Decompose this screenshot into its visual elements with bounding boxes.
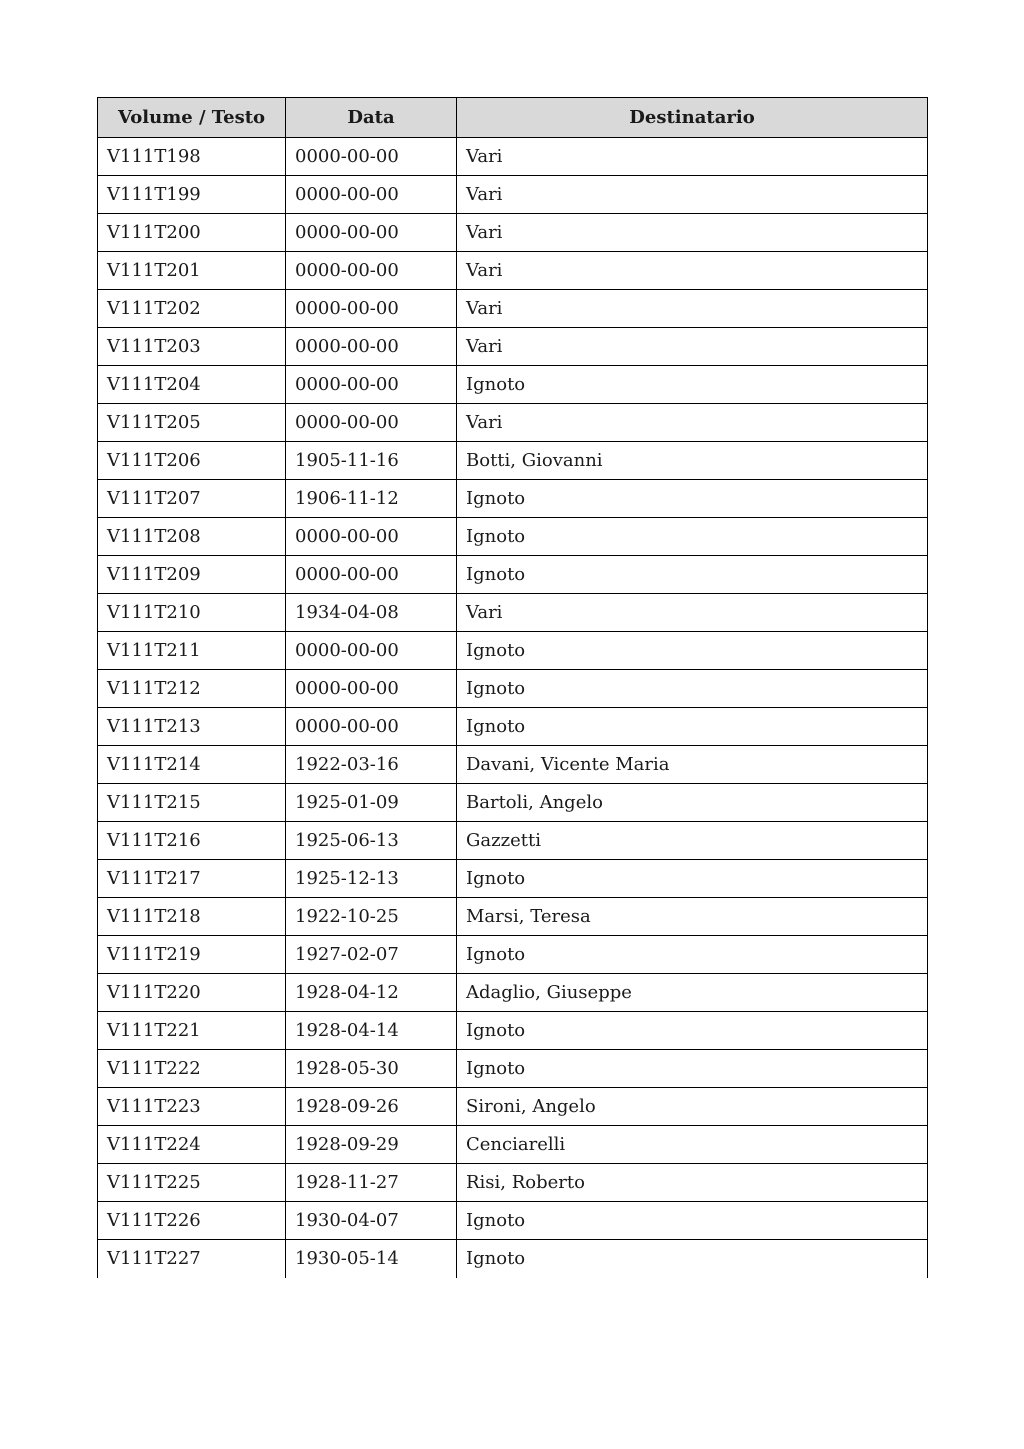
table-row	[98, 1088, 928, 1126]
table-row	[98, 480, 928, 518]
cell-destinatario: Botti, Giovanni	[457, 442, 928, 480]
table-row	[98, 822, 928, 860]
cell-data: 1928-11-27	[286, 1164, 457, 1202]
cell-volume-testo: V111T198	[98, 138, 286, 176]
cell-data: 0000-00-00	[286, 252, 457, 290]
cell-destinatario: Ignoto	[457, 556, 928, 594]
cell-volume-testo: V111T208	[98, 518, 286, 556]
table-row	[98, 1126, 928, 1164]
cell-data: 0000-00-00	[286, 556, 457, 594]
cell-volume-testo: V111T205	[98, 404, 286, 442]
cell-destinatario: Ignoto	[457, 632, 928, 670]
table-row	[98, 366, 928, 404]
cell-destinatario: Ignoto	[457, 1050, 928, 1088]
table-row	[98, 1240, 928, 1278]
cell-destinatario: Vari	[457, 176, 928, 214]
cell-data: 0000-00-00	[286, 328, 457, 366]
cell-data: 1928-09-29	[286, 1126, 457, 1164]
cell-volume-testo: V111T215	[98, 784, 286, 822]
cell-volume-testo: V111T220	[98, 974, 286, 1012]
cell-volume-testo: V111T218	[98, 898, 286, 936]
cell-data: 0000-00-00	[286, 670, 457, 708]
table-row	[98, 1164, 928, 1202]
cell-data: 1925-12-13	[286, 860, 457, 898]
cell-volume-testo: V111T212	[98, 670, 286, 708]
table-row	[98, 708, 928, 746]
header-data: Data	[286, 98, 457, 138]
letters-table	[97, 97, 928, 1278]
table-row	[98, 252, 928, 290]
cell-destinatario: Vari	[457, 404, 928, 442]
cell-destinatario: Ignoto	[457, 860, 928, 898]
table-row	[98, 860, 928, 898]
cell-destinatario: Adaglio, Giuseppe	[457, 974, 928, 1012]
cell-destinatario: Ignoto	[457, 480, 928, 518]
cell-destinatario: Ignoto	[457, 518, 928, 556]
header-destinatario: Destinatario	[457, 98, 928, 138]
cell-volume-testo: V111T224	[98, 1126, 286, 1164]
cell-data: 0000-00-00	[286, 290, 457, 328]
cell-data: 1905-11-16	[286, 442, 457, 480]
cell-destinatario: Vari	[457, 328, 928, 366]
table-row	[98, 214, 928, 252]
letters-table-container	[97, 97, 927, 1278]
cell-destinatario: Vari	[457, 214, 928, 252]
cell-volume-testo: V111T202	[98, 290, 286, 328]
cell-volume-testo: V111T210	[98, 594, 286, 632]
cell-data: 1928-04-14	[286, 1012, 457, 1050]
table-row	[98, 898, 928, 936]
table-body	[98, 138, 928, 1278]
cell-data: 1928-05-30	[286, 1050, 457, 1088]
cell-volume-testo: V111T222	[98, 1050, 286, 1088]
cell-destinatario: Marsi, Teresa	[457, 898, 928, 936]
table-row	[98, 176, 928, 214]
table-row	[98, 404, 928, 442]
header-row	[98, 98, 928, 138]
table-row	[98, 670, 928, 708]
cell-volume-testo: V111T227	[98, 1240, 286, 1278]
cell-volume-testo: V111T209	[98, 556, 286, 594]
header-volume-testo: Volume / Testo	[98, 98, 286, 138]
cell-data: 0000-00-00	[286, 404, 457, 442]
cell-data: 1927-02-07	[286, 936, 457, 974]
cell-destinatario: Vari	[457, 290, 928, 328]
cell-data: 1922-03-16	[286, 746, 457, 784]
cell-volume-testo: V111T225	[98, 1164, 286, 1202]
table-row	[98, 1202, 928, 1240]
cell-destinatario: Risi, Roberto	[457, 1164, 928, 1202]
cell-destinatario: Bartoli, Angelo	[457, 784, 928, 822]
cell-destinatario: Davani, Vicente Maria	[457, 746, 928, 784]
table-row	[98, 328, 928, 366]
cell-destinatario: Cenciarelli	[457, 1126, 928, 1164]
cell-destinatario: Vari	[457, 138, 928, 176]
cell-data: 0000-00-00	[286, 632, 457, 670]
cell-volume-testo: V111T207	[98, 480, 286, 518]
cell-data: 0000-00-00	[286, 214, 457, 252]
cell-volume-testo: V111T201	[98, 252, 286, 290]
cell-volume-testo: V111T204	[98, 366, 286, 404]
table-row	[98, 784, 928, 822]
cell-destinatario: Ignoto	[457, 1202, 928, 1240]
table-row	[98, 138, 928, 176]
cell-destinatario: Vari	[457, 594, 928, 632]
cell-volume-testo: V111T226	[98, 1202, 286, 1240]
cell-volume-testo: V111T223	[98, 1088, 286, 1126]
table-header	[98, 98, 928, 138]
cell-data: 1930-05-14	[286, 1240, 457, 1278]
table-row	[98, 290, 928, 328]
table-row	[98, 442, 928, 480]
cell-volume-testo: V111T206	[98, 442, 286, 480]
cell-destinatario: Ignoto	[457, 366, 928, 404]
table-row	[98, 594, 928, 632]
cell-destinatario: Vari	[457, 252, 928, 290]
table-row	[98, 556, 928, 594]
cell-data: 1928-04-12	[286, 974, 457, 1012]
cell-data: 1925-01-09	[286, 784, 457, 822]
cell-destinatario: Ignoto	[457, 1012, 928, 1050]
cell-volume-testo: V111T216	[98, 822, 286, 860]
cell-destinatario: Sironi, Angelo	[457, 1088, 928, 1126]
cell-data: 1906-11-12	[286, 480, 457, 518]
cell-data: 0000-00-00	[286, 138, 457, 176]
cell-data: 1930-04-07	[286, 1202, 457, 1240]
cell-data: 1922-10-25	[286, 898, 457, 936]
table-row	[98, 1012, 928, 1050]
cell-data: 0000-00-00	[286, 176, 457, 214]
cell-data: 1934-04-08	[286, 594, 457, 632]
cell-volume-testo: V111T211	[98, 632, 286, 670]
cell-destinatario: Gazzetti	[457, 822, 928, 860]
cell-volume-testo: V111T217	[98, 860, 286, 898]
table-row	[98, 518, 928, 556]
cell-volume-testo: V111T221	[98, 1012, 286, 1050]
cell-data: 0000-00-00	[286, 518, 457, 556]
cell-volume-testo: V111T213	[98, 708, 286, 746]
table-row	[98, 632, 928, 670]
table-row	[98, 746, 928, 784]
table-row	[98, 1050, 928, 1088]
table-row	[98, 974, 928, 1012]
cell-destinatario: Ignoto	[457, 1240, 928, 1278]
cell-volume-testo: V111T200	[98, 214, 286, 252]
cell-data: 0000-00-00	[286, 366, 457, 404]
table-row	[98, 936, 928, 974]
cell-volume-testo: V111T214	[98, 746, 286, 784]
cell-destinatario: Ignoto	[457, 708, 928, 746]
cell-destinatario: Ignoto	[457, 670, 928, 708]
cell-volume-testo: V111T203	[98, 328, 286, 366]
cell-volume-testo: V111T219	[98, 936, 286, 974]
cell-destinatario: Ignoto	[457, 936, 928, 974]
cell-data: 1925-06-13	[286, 822, 457, 860]
cell-data: 1928-09-26	[286, 1088, 457, 1126]
cell-volume-testo: V111T199	[98, 176, 286, 214]
cell-data: 0000-00-00	[286, 708, 457, 746]
